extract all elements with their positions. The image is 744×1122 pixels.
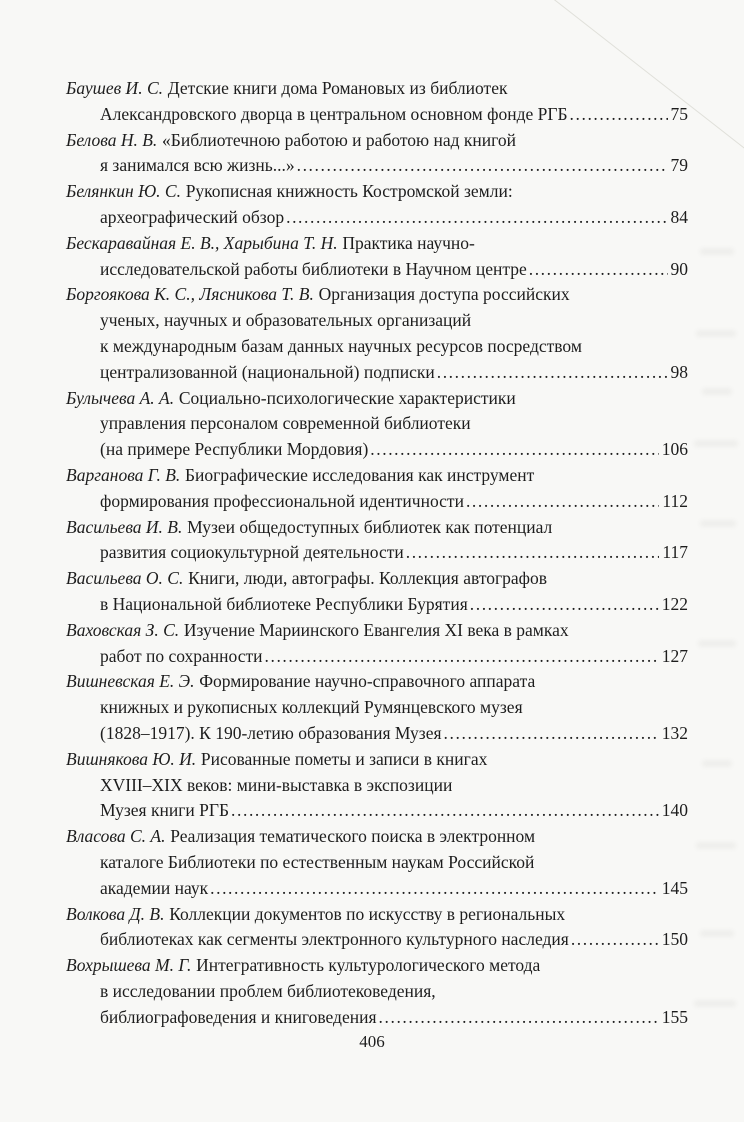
entry-page-number: 90 (670, 258, 688, 279)
toc-entry (66, 824, 688, 901)
bleedthrough-mark (700, 520, 736, 527)
dot-leader (570, 102, 668, 128)
entry-title-line: (1828–1917). К 190-летию образования Музея (100, 722, 442, 743)
toc-line (66, 721, 688, 747)
toc-line (66, 437, 688, 463)
toc-line (66, 334, 688, 360)
entry-title-line: развития социокультурной деятельности (100, 542, 404, 563)
entry-authors: Баушев И. С. (66, 78, 163, 98)
entry-title-line: Музея книги РГБ (100, 800, 230, 821)
entry-page-number: 84 (670, 206, 688, 227)
toc-line (66, 128, 688, 154)
toc-entry (66, 282, 688, 385)
entry-page-number: 145 (661, 877, 688, 898)
entry-page-number: 75 (670, 103, 688, 124)
entry-authors: Белова Н. В. (66, 129, 158, 150)
toc-entry (66, 76, 688, 128)
entry-page-number: 112 (662, 490, 688, 511)
toc-line (66, 979, 688, 1005)
toc-line (66, 179, 688, 205)
toc-line (66, 773, 688, 799)
entry-title-line: книжных и рукописных коллекций Румянцевского музея (100, 697, 523, 718)
toc-entry (66, 463, 688, 515)
entry-authors: Волкова Д. В. (66, 903, 165, 924)
toc-line (66, 257, 688, 283)
toc-entry (66, 515, 688, 567)
entry-authors: Булычева А. А. (66, 387, 175, 408)
entry-authors: Боргоякова К. С., Лясникова Т. В. (66, 284, 314, 305)
dot-leader (466, 489, 659, 515)
toc-line (66, 540, 688, 566)
toc-line (66, 360, 688, 386)
toc-line (66, 153, 688, 179)
dot-leader (529, 257, 668, 283)
toc-line (66, 463, 688, 489)
toc-line (66, 386, 688, 412)
entry-title-line: каталоге Библиотеки по естественным наукам Российской (100, 851, 535, 872)
entry-title-line: Музеи общедоступных библиотек как потенциал (187, 516, 553, 537)
entry-title-line: библиотеках как сегменты электронного культурного наследия (100, 929, 569, 950)
entry-title-line: работ по сохранности (100, 645, 263, 666)
entry-page-number: 117 (662, 542, 688, 563)
dot-leader (286, 205, 667, 231)
entry-page-number: 155 (661, 1006, 688, 1027)
entry-title-line: «Библиотечною работою и работою над книгой (162, 129, 516, 150)
entry-authors: Белянкин Ю. С. (66, 181, 181, 202)
entry-title-line: Реализация тематического поиска в электронном (170, 826, 536, 847)
toc-line (66, 798, 688, 824)
entry-title-line: Детские книги дома Романовых из библиотек (167, 78, 508, 98)
toc-line (66, 205, 688, 231)
entry-title-line: Рукописная книжность Костромской земли: (185, 181, 513, 202)
bleedthrough-mark (702, 760, 732, 767)
toc-line (66, 902, 688, 928)
toc-line (66, 1005, 688, 1031)
toc-entry (66, 747, 688, 824)
toc-line (66, 231, 688, 257)
entry-title-line: управления персоналом современной библиотеки (100, 413, 471, 434)
entry-title-line: XVIII–XIX веков: мини-выставка в экспозиции (100, 774, 453, 795)
toc-entry (66, 386, 688, 463)
entry-title-line: централизованной (национальной) подписки (100, 361, 435, 382)
entry-page-number: 132 (661, 722, 688, 743)
entry-title-line: ученых, научных и образовательных организаций (100, 310, 472, 331)
entry-title-line: в Национальной библиотеке Республики Бурятия (100, 593, 468, 614)
entry-title-line: Александровского дворца в центральном основном фонде РГБ (100, 103, 568, 124)
entry-authors: Варганова Г. В. (66, 464, 181, 485)
entry-authors: Васильева И. В. (66, 516, 183, 537)
toc-line (66, 876, 688, 902)
toc-line (66, 308, 688, 334)
entry-authors: Вохрышева М. Г. (66, 955, 192, 976)
toc-line (66, 695, 688, 721)
toc-line (66, 489, 688, 515)
toc-line (66, 411, 688, 437)
toc-line (66, 669, 688, 695)
bleedthrough-mark (700, 930, 734, 937)
entry-title-line: (на примере Республики Мордовия) (100, 439, 369, 460)
toc-line (66, 953, 688, 979)
entry-title-line: исследовательской работы библиотеки в Научном центре (100, 258, 527, 279)
toc-line (66, 282, 688, 308)
entry-authors: Ваховская З. С. (66, 619, 180, 640)
toc-line (66, 618, 688, 644)
entry-title-line: Рисованные пометы и записи в книгах (200, 748, 488, 769)
entry-authors: Вишнякова Ю. И. (66, 748, 197, 769)
toc-line (66, 824, 688, 850)
toc-line (66, 644, 688, 670)
toc-entry (66, 618, 688, 670)
bleedthrough-mark (700, 248, 734, 255)
entry-title-line: академии наук (100, 877, 209, 898)
dot-leader (370, 437, 658, 463)
toc-line (66, 515, 688, 541)
dot-leader (231, 798, 659, 824)
dot-leader (571, 927, 659, 953)
entry-title-line: к международным базам данных научных ресурсов посредством (100, 335, 582, 356)
entry-title-line: библиографоведения и книговедения (100, 1006, 377, 1027)
bleedthrough-mark (702, 388, 732, 395)
entry-title-line: Формирование научно-справочного аппарата (199, 671, 536, 692)
toc-entry (66, 128, 688, 180)
toc-entry (66, 902, 688, 954)
entry-page-number: 122 (661, 593, 688, 614)
entry-title-line: я занимался всю жизнь...» (100, 155, 295, 176)
toc-line (66, 850, 688, 876)
entry-title-line: Социально-психологические характеристики (178, 387, 516, 408)
toc-line (66, 592, 688, 618)
dot-leader (379, 1005, 659, 1031)
dot-leader (210, 876, 659, 902)
toc-line (66, 566, 688, 592)
toc-entry (66, 231, 688, 283)
entry-page-number: 140 (661, 800, 688, 821)
entry-title-line: Организация доступа российских (318, 284, 570, 305)
entry-title-line: Интегративность культурологического метода (196, 955, 541, 976)
entry-authors: Васильева О. С. (66, 568, 184, 589)
entry-page-number: 98 (670, 361, 688, 382)
toc-list (66, 76, 688, 1030)
entry-authors: Власова С. А. (66, 826, 166, 847)
dot-leader (265, 644, 659, 670)
entry-page-number: 79 (670, 155, 688, 176)
entry-authors: Вишневская Е. Э. (66, 671, 195, 692)
entry-page-number: 150 (661, 929, 688, 950)
entry-authors: Бескаравайная Е. В., Харыбина Т. Н. (66, 232, 338, 253)
toc-line (66, 102, 688, 128)
toc-entry (66, 669, 688, 746)
page-number: 406 (359, 1032, 385, 1051)
entry-title-line: формирования профессиональной идентичности (100, 490, 464, 511)
dot-leader (297, 153, 668, 179)
entry-page-number: 106 (661, 439, 688, 460)
bleedthrough-mark (696, 330, 736, 337)
toc-line (66, 927, 688, 953)
dot-leader (437, 360, 668, 386)
bleedthrough-mark (694, 1000, 736, 1007)
entry-title-line: Биографические исследования как инструмент (184, 464, 535, 485)
entry-title-line: в исследовании проблем библиотековедения, (100, 980, 436, 1001)
entry-title-line: Книги, люди, автографы. Коллекция автографов (188, 568, 548, 589)
entry-title-line: археографический обзор (100, 206, 285, 227)
dot-leader (444, 721, 659, 747)
entry-title-line: Коллекции документов по искусству в региональных (169, 903, 566, 924)
toc-entry (66, 179, 688, 231)
entry-title-line: Практика научно- (342, 232, 475, 253)
toc-line (66, 76, 688, 102)
bleedthrough-mark (696, 842, 736, 849)
entry-page-number: 127 (661, 645, 688, 666)
entry-title-line: Изучение Мариинского Евангелия XI века в рамках (183, 619, 569, 640)
bleedthrough-mark (698, 640, 736, 647)
toc-line (66, 747, 688, 773)
dot-leader (406, 540, 660, 566)
toc-entry (66, 566, 688, 618)
bleedthrough-mark (694, 440, 738, 447)
dot-leader (470, 592, 659, 618)
toc-entry (66, 953, 688, 1030)
